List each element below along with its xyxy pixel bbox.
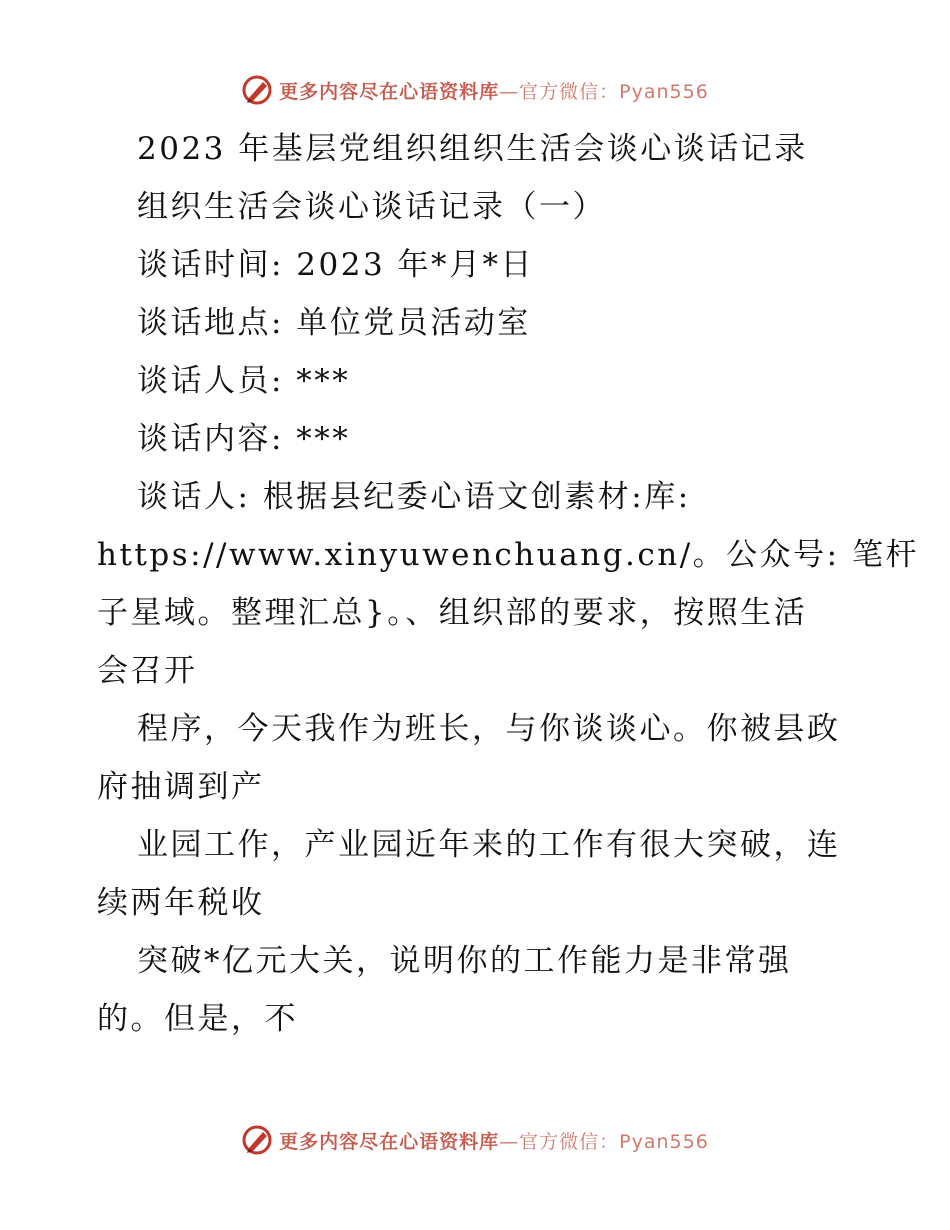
header-watermark-banner — [0, 70, 950, 110]
section-heading: 组织生活会谈心谈话记录（一） — [137, 189, 606, 225]
pen-logo-icon — [241, 74, 273, 106]
header-banner-text — [279, 77, 709, 104]
paragraph-line: 府抽调到产 — [97, 769, 265, 805]
header-banner-suffix: —官方微信：Pyan556 — [499, 80, 709, 103]
paragraph-line: 续两年税收 — [97, 885, 265, 921]
footer-watermark-banner — [0, 1120, 950, 1160]
paragraph-line: 会召开 — [97, 653, 198, 689]
paragraph-line: 程序，今天我作为班长，与你谈谈心。你被县政 — [137, 711, 841, 747]
paragraph-line: 子星域。整理汇总}。、组织部的要求，按照生活 — [97, 595, 808, 631]
document-body — [97, 120, 919, 1048]
paragraph-line: 的。但是，不 — [97, 1001, 298, 1037]
header-banner-main: 更多内容尽在心语资料库 — [279, 80, 500, 103]
pen-logo-icon — [241, 1124, 273, 1156]
paragraph-line: 谈话人: 根据县纪委心语文创素材:库: — [137, 479, 691, 515]
footer-banner-main: 更多内容尽在心语资料库 — [279, 1130, 500, 1153]
talk-time: 谈话时间: 2023 年*月*日 — [137, 247, 535, 283]
footer-banner-suffix: —官方微信：Pyan556 — [499, 1130, 709, 1153]
document-title: 2023 年基层党组织组织生活会谈心谈话记录 — [137, 131, 808, 167]
paragraph-line: 业园工作，产业园近年来的工作有很大突破，连 — [137, 827, 841, 863]
talk-location: 谈话地点: 单位党员活动室 — [137, 305, 531, 341]
paragraph-line: https://www.xinyuwenchuang.cn/。公众号: 笔杆 — [97, 537, 919, 573]
talk-content: 谈话内容: *** — [137, 421, 351, 457]
paragraph-line: 突破*亿元大关，说明你的工作能力是非常强 — [137, 943, 792, 979]
talk-participants: 谈话人员: *** — [137, 363, 351, 399]
footer-banner-text — [279, 1127, 709, 1154]
